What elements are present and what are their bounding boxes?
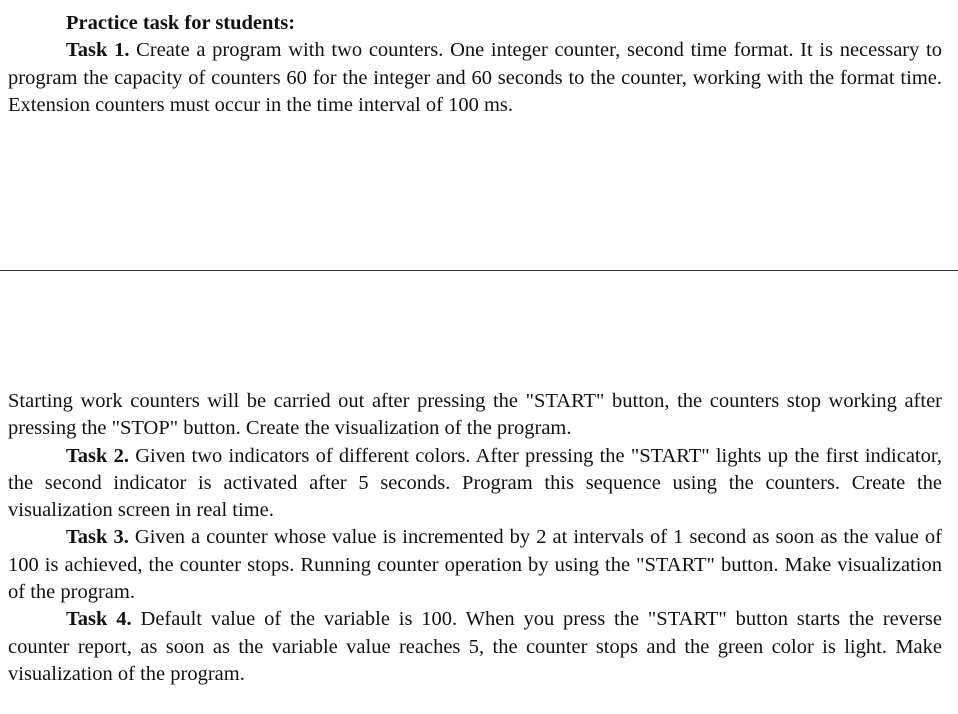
task-1-label: Task 1. [66, 39, 130, 62]
page-bottom-section [8, 388, 942, 688]
document-heading: Practice task for students: [66, 12, 296, 34]
page-top-section [8, 10, 942, 119]
task-3-label: Task 3. [66, 526, 129, 549]
task-2-text: Given two indicators of different colors. After pressing the "START" lights up the first indicator, the second indicator is activated after 5 seconds. Program this sequence using the counters. Create the visualization screen in real time. [8, 444, 943, 522]
task-1-paragraph [8, 37, 942, 119]
task-2-label: Task 2. [66, 444, 130, 467]
task-1-text: Create a program with two counters. One integer counter, second time format. It is necessary to program the capacity of counters 60 for the integer and 60 seconds to the counter, working with the format time. Extension counters must occur in the time interval of 100 ms. [8, 39, 943, 116]
task-4-paragraph [8, 606, 942, 688]
task-3-paragraph [8, 524, 942, 606]
page-divider [0, 270, 958, 271]
task-3-text: Given a counter whose value is incremented by 2 at intervals of 1 second as soon as the value of 100 is achieved, the counter stops. Running counter operation by using the "START" button. Make visualization of the program. [8, 526, 942, 604]
task-4-label: Task 4. [66, 608, 132, 631]
task-2-paragraph [8, 443, 942, 525]
task-1-continuation: Starting work counters will be carried out after pressing the "START" button, the counters stop working after pressing the "STOP" button. Create the visualization of the program. [8, 390, 942, 440]
task-4-text: Default value of the variable is 100. When you press the "START" button starts the reverse counter report, as soon as the variable value reaches 5, the counter stops and the green color is light. Make visualization of the program. [8, 608, 943, 685]
